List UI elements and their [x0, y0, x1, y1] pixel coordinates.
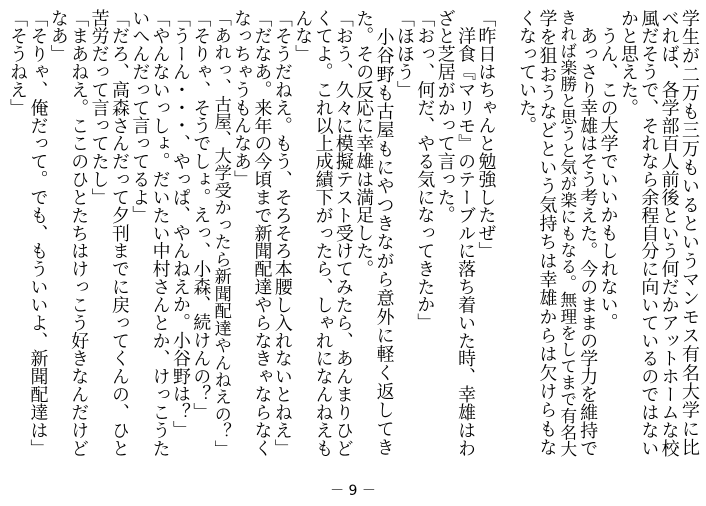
- text-column: [597, 9, 617, 457]
- text-column: [658, 9, 678, 457]
- text-line: 「そうだねえ。もう、そろそろ本腰し入れないとねえ」: [271, 9, 293, 457]
- text-column: [47, 9, 67, 457]
- text-line: くてよ。これ以上成績下がったら、しゃれになんねえも: [312, 9, 334, 457]
- text-column: [455, 9, 475, 457]
- text-line: 「だろ、高森さんだって夕刊までに戻ってくんの、ひと: [108, 9, 130, 457]
- text-line: 「そりゃ、そうでしょ。えっ、小森、続けんの？」: [190, 9, 212, 421]
- text-column: [577, 9, 597, 457]
- text-line: いへんだって言ってるよ」: [129, 9, 151, 224]
- text-line: 「あれっ、古屋、大学受かったら新聞配達やんねえの？」: [210, 9, 231, 457]
- text-column: [27, 9, 47, 457]
- text-line: なあ」: [47, 9, 69, 63]
- text-column: [618, 9, 638, 457]
- text-line: べれば、各学部百人前後という何だかアットホームな校: [658, 9, 680, 457]
- text-column: [210, 9, 230, 457]
- text-column: [149, 9, 169, 457]
- text-line: 「そうねえ」: [7, 9, 29, 117]
- text-line: くなっていた。: [516, 9, 538, 135]
- text-column: [516, 9, 536, 457]
- text-column: [679, 9, 699, 457]
- text-column: [475, 9, 495, 457]
- text-line: 学生が二万も三万もいるというマンモス有名大学に比: [678, 9, 700, 457]
- text-line: きれば楽勝と思うと気が楽にもなる。無理をしてまで有名大: [557, 9, 577, 457]
- text-column: [190, 9, 210, 457]
- text-column: [271, 9, 291, 457]
- text-column: [373, 9, 393, 457]
- text-column: [129, 9, 149, 457]
- text-line: 「だなあ。来年の今頃まで新聞配達やらなきゃならなく: [251, 9, 273, 457]
- text-line: 「ほほう」: [393, 9, 415, 99]
- text-column: [170, 9, 190, 457]
- text-column: [353, 9, 373, 457]
- text-column: [312, 9, 332, 457]
- text-column: [7, 9, 27, 457]
- text-line: うん、この大学でいいかもしれない。: [597, 9, 619, 332]
- text-column: [292, 9, 312, 457]
- text-line: 風だそうで、それなら余程自分に向いているのではない: [638, 9, 660, 457]
- text-line: あっさり幸雄はそう考えた。今のままの学力を維持で: [577, 9, 599, 457]
- text-line: なっちゃうもんなあ」: [231, 9, 253, 188]
- text-column: [556, 9, 576, 457]
- text-line: 「まあねえ。ここのひとたちはけっこう好きなんだけど: [68, 9, 90, 457]
- text-line: た。その反応に幸雄は満足した。: [353, 9, 375, 278]
- text-line: 「やんないっしょ。だいたい中村さんとか、けっこうた: [149, 9, 171, 457]
- section-break: [495, 9, 515, 457]
- text-column: [68, 9, 88, 457]
- text-line: 「おっ、何だ、やる気になってきたか」: [414, 9, 436, 332]
- text-line: 「そりゃ、俺だって。でも、もういいよ、新聞配達は」: [27, 9, 49, 457]
- text-column: [333, 9, 353, 457]
- text-line: んな」: [292, 9, 314, 63]
- text-line: 洋食『マリモ』のテーブルに落ち着いた時、幸雄はわ: [455, 9, 477, 457]
- text-column: [394, 9, 414, 457]
- text-line: 「昨日はちゃんと勉強したぜ」: [475, 9, 497, 260]
- text-column: [638, 9, 658, 457]
- text-column: [536, 9, 556, 457]
- text-column: [109, 9, 129, 457]
- text-line: かと思えた。: [617, 9, 639, 117]
- text-line: 「おう、久々に模擬テスト受けてみたら、あんまりひど: [332, 9, 354, 457]
- text-column: [414, 9, 434, 457]
- text-line: 小谷野も古屋もにやつきながら意外に軽く返してき: [373, 9, 395, 457]
- text-column: [231, 9, 251, 457]
- text-line: 苦労だって言ってたし」: [88, 9, 110, 206]
- text-column: [434, 9, 454, 457]
- text-line: 学を狙おうなどという気持ちは幸雄からは欠けらもな: [536, 9, 558, 457]
- text-column: [251, 9, 271, 457]
- page-number: － 9 －: [330, 483, 376, 499]
- text-line: 「うーん・・・、やっぱ、やんねえか。小谷野は？」: [169, 9, 191, 439]
- text-line: ざと芝居がかって言った。: [434, 9, 456, 224]
- text-column: [88, 9, 108, 457]
